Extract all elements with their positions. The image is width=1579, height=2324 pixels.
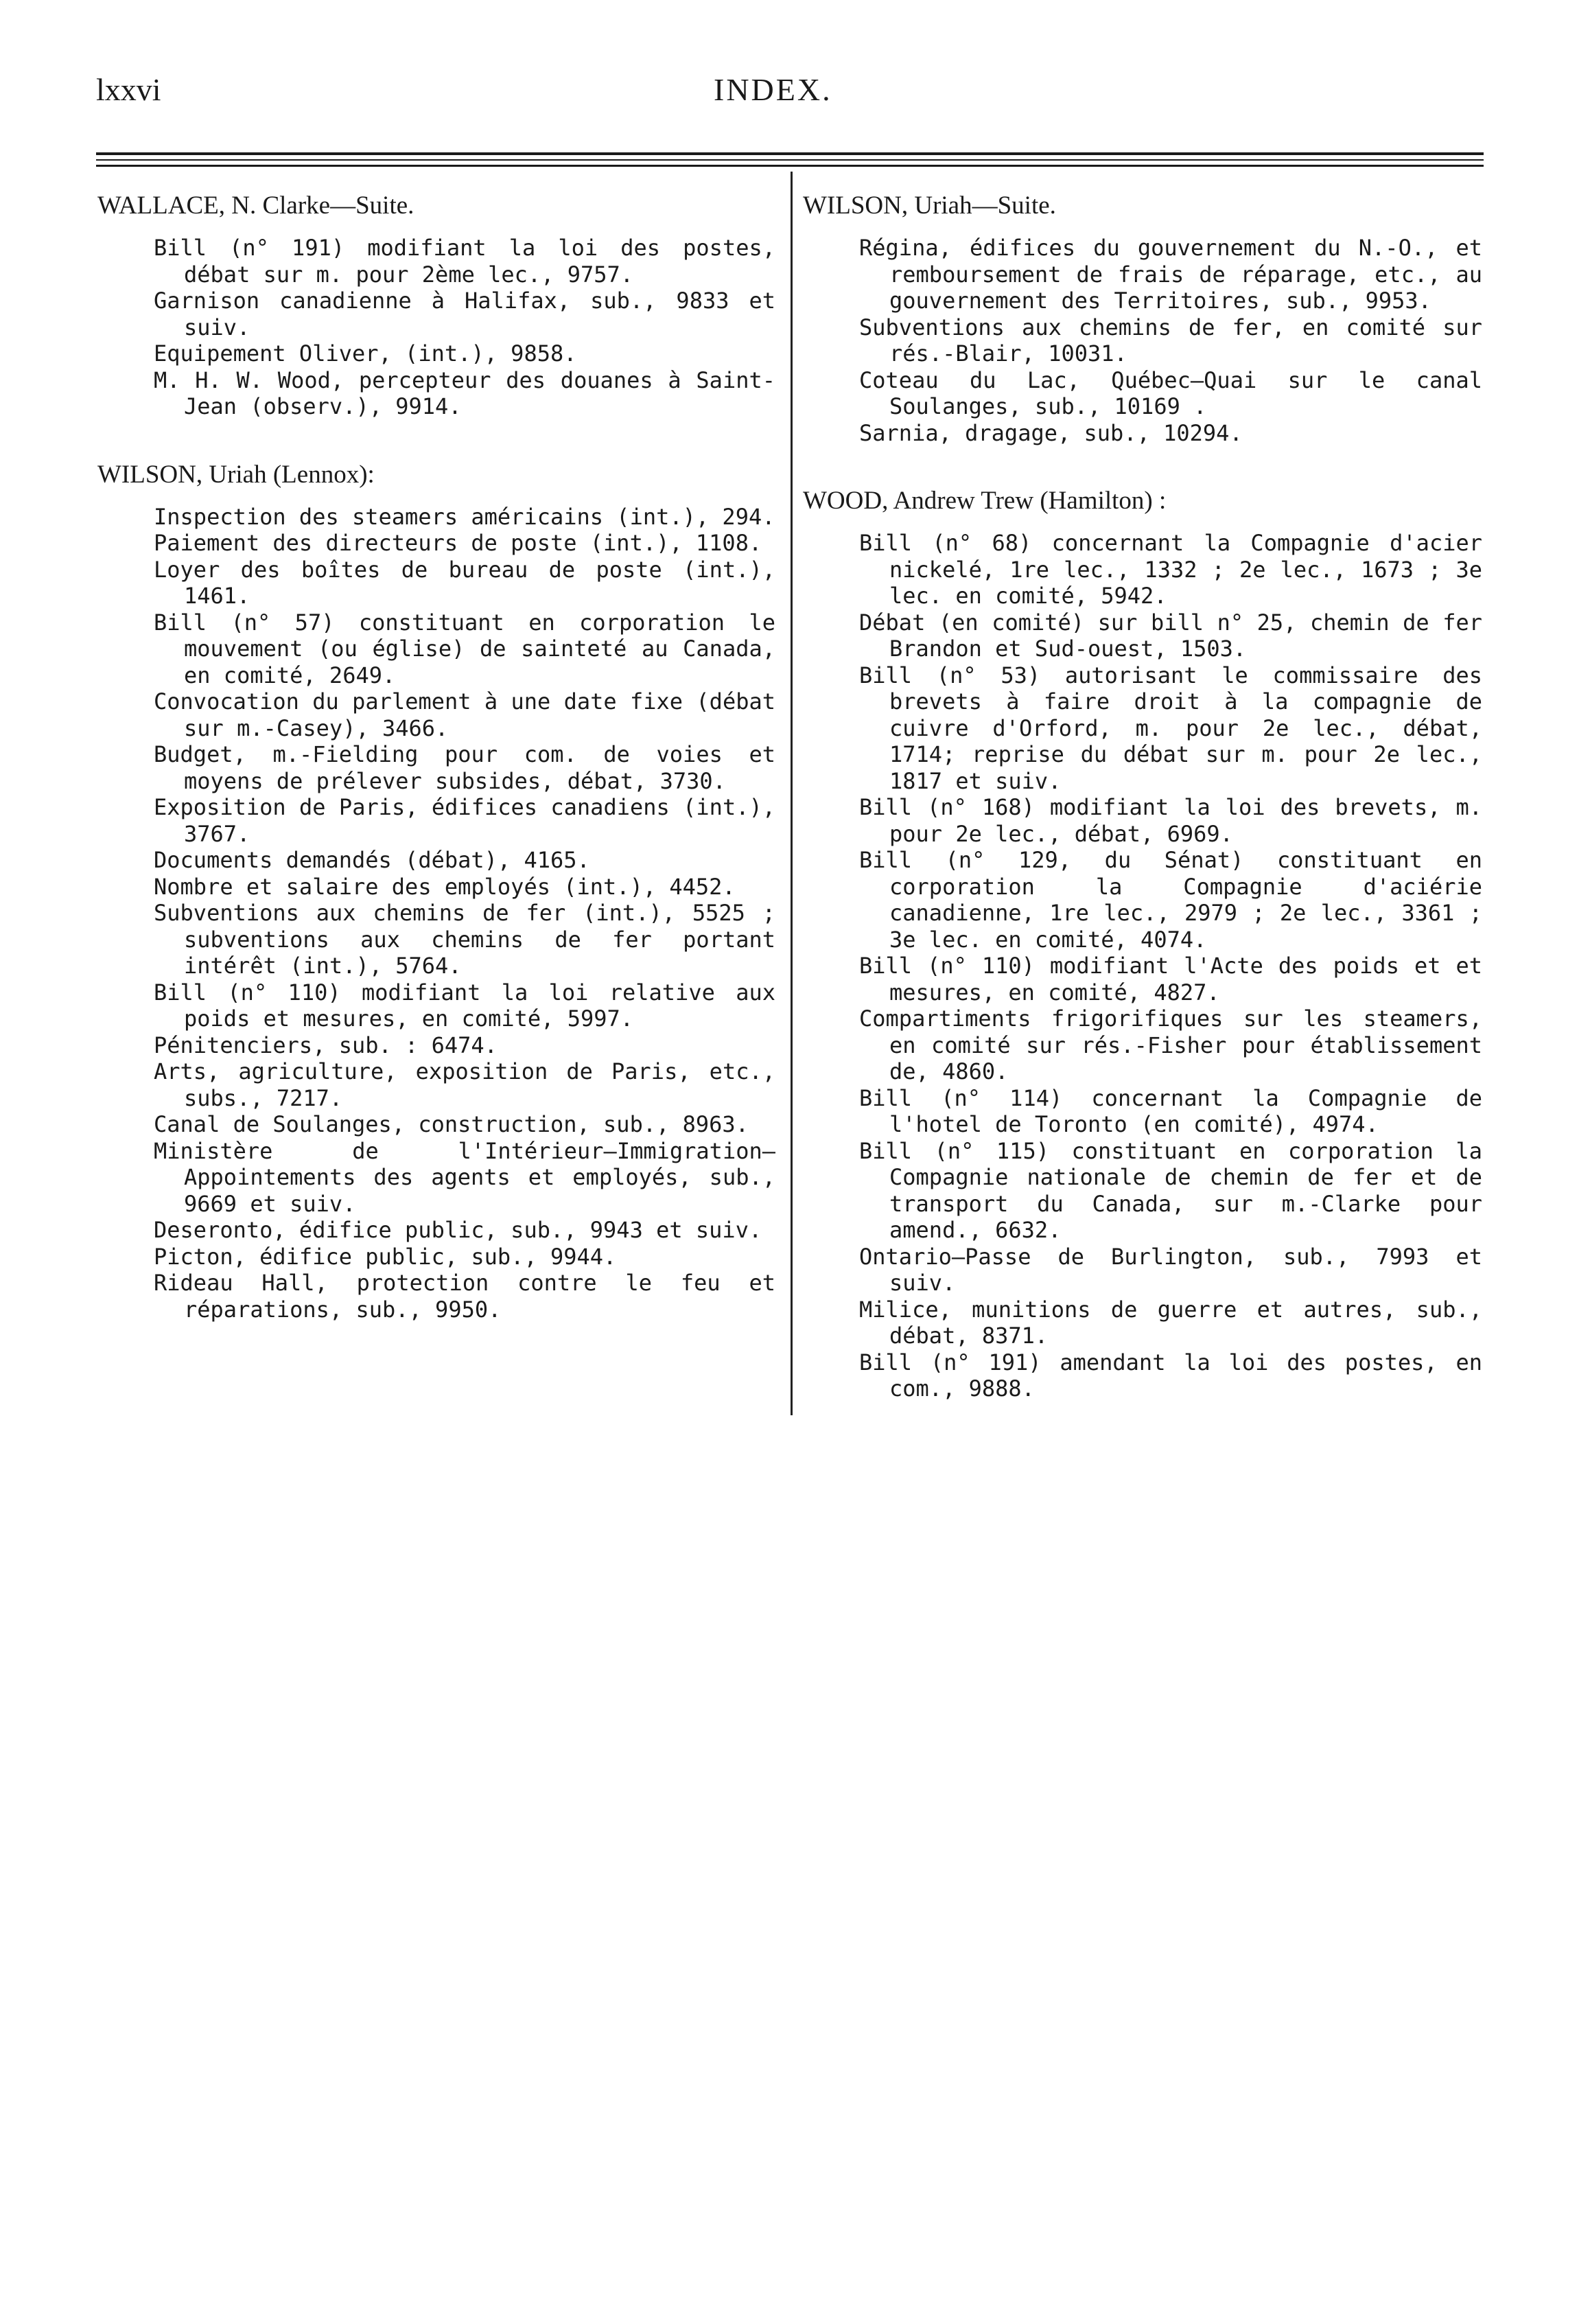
index-entry: Ministère de l'Intérieur—Immigration—Appointements des agents et employés, sub., 9669 et suiv. xyxy=(154,1137,775,1217)
index-entry: M. H. W. Wood, percepteur des douanes à Saint-Jean (observ.), 9914. xyxy=(154,367,775,419)
index-section-wallace xyxy=(97,191,775,420)
index-entry: Documents demandés (débat), 4165. xyxy=(154,847,590,873)
index-entry: Picton, édifice public, sub., 9944. xyxy=(154,1243,617,1270)
header-rule-bottom xyxy=(96,165,1484,167)
entry-list xyxy=(803,235,1482,446)
right-column xyxy=(803,191,1482,1442)
index-entry: Rideau Hall, protection contre le feu et réparations, sub., 9950. xyxy=(154,1270,775,1323)
index-entry: Bill (n° 68) concernant la Compagnie d'acier nickelé, 1re lec., 1332 ; 2e lec., 1673 ; 3e lec. en comité, 5942. xyxy=(859,530,1482,609)
left-column xyxy=(97,191,775,1362)
index-entry: Subventions aux chemins de fer (int.), 5525 ; subventions aux chemins de fer portant intérêt (int.), 5764. xyxy=(154,900,775,979)
index-section-wood xyxy=(803,486,1482,1402)
index-entry: Pénitenciers, sub. : 6474. xyxy=(154,1032,498,1058)
index-entry: Budget, m.-Fielding pour com. de voies et moyens de prélever subsides, débat, 3730. xyxy=(154,741,775,794)
page-number: lxxvi xyxy=(96,72,161,107)
index-entry: Deseronto, édifice public, sub., 9943 et suiv. xyxy=(154,1217,762,1243)
index-entry: Milice, munitions de guerre et autres, sub., débat, 8371. xyxy=(859,1296,1482,1349)
index-entry: Débat (en comité) sur bill n° 25, chemin de fer Brandon et Sud-ouest, 1503. xyxy=(859,609,1482,662)
index-entry: Bill (n° 115) constituant en corporation la Compagnie nationale de chemin de fer et de transport du Canada, sur m.-Clarke pour amend., 6632. xyxy=(859,1137,1482,1243)
index-entry: Bill (n° 191) modifiant la loi des postes, débat sur m. pour 2ème lec., 9757. xyxy=(154,235,775,288)
index-entry: Bill (n° 53) autorisant le commissaire des brevets à faire droit à la compagnie de cuivre d'Orford, m. pour 2e lec., débat, 1714; reprise du débat sur m. pour 2e lec., 1817 et suiv. xyxy=(859,662,1482,794)
index-entry: Bill (n° 168) modifiant la loi des brevets, m. pour 2e lec., débat, 6969. xyxy=(859,794,1482,847)
index-entry: Subventions aux chemins de fer, en comité sur rés.-Blair, 10031. xyxy=(859,314,1482,367)
entry-list xyxy=(803,530,1482,1402)
index-entry: Convocation du parlement à une date fixe (débat sur m.-Casey), 3466. xyxy=(154,688,775,741)
index-entry: Compartiments frigorifiques sur les steamers, en comité sur rés.-Fisher pour établissement de, 4860. xyxy=(859,1006,1482,1084)
section-heading: WALLACE, N. Clarke—Suite. xyxy=(97,191,414,220)
section-heading: WILSON, Uriah—Suite. xyxy=(803,191,1056,220)
index-entry: Exposition de Paris, édifices canadiens (int.), 3767. xyxy=(154,794,775,847)
header-rule-top xyxy=(96,152,1484,155)
index-entry: Régina, édifices du gouvernement du N.-O., et remboursement de frais de réparage, etc., au gouvernement des Territoires, sub., 9953. xyxy=(859,235,1482,314)
index-entry: Bill (n° 110) modifiant l'Acte des poids et et mesures, en comité, 4827. xyxy=(859,953,1482,1006)
column-divider xyxy=(791,172,793,1415)
page-title: INDEX. xyxy=(714,72,832,107)
section-heading: WOOD, Andrew Trew (Hamilton) : xyxy=(803,487,1167,515)
index-entry: Bill (n° 129, du Sénat) constituant en corporation la Compagnie d'aciérie canadienne, 1re lec., 2979 ; 2e lec., 3361 ; 3e lec. en comité, 4074. xyxy=(859,847,1482,953)
entry-list xyxy=(97,235,775,420)
header-rule-middle xyxy=(96,159,1484,161)
index-entry: Paiement des directeurs de poste (int.), 1108. xyxy=(154,530,762,556)
index-entry: Equipement Oliver, (int.), 9858. xyxy=(154,340,577,367)
index-entry: Loyer des boîtes de bureau de poste (int.), 1461. xyxy=(154,556,775,609)
index-entry: Garnison canadienne à Halifax, sub., 9833 et suiv. xyxy=(154,288,775,340)
index-entry: Bill (n° 110) modifiant la loi relative aux poids et mesures, en comité, 5997. xyxy=(154,979,775,1032)
index-entry: Canal de Soulanges, construction, sub., 8963. xyxy=(154,1111,749,1137)
index-section-wilson xyxy=(97,460,775,1323)
index-entry: Bill (n° 191) amendant la loi des postes, en com., 9888. xyxy=(859,1349,1482,1402)
index-entry: Ontario—Passe de Burlington, sub., 7993 et suiv. xyxy=(859,1243,1482,1296)
index-entry: Arts, agriculture, exposition de Paris, etc., subs., 7217. xyxy=(154,1058,775,1111)
index-entry: Bill (n° 57) constituant en corporation le mouvement (ou église) de sainteté au Canada, en comité, 2649. xyxy=(154,609,775,688)
index-entry: Bill (n° 114) concernant la Compagnie de l'hotel de Toronto (en comité), 4974. xyxy=(859,1084,1482,1137)
entry-list xyxy=(97,504,775,1323)
index-entry: Nombre et salaire des employés (int.), 4452. xyxy=(154,873,736,900)
index-entry: Inspection des steamers américains (int.), 294. xyxy=(154,503,775,530)
section-heading: WILSON, Uriah (Lennox): xyxy=(97,460,375,489)
index-entry: Sarnia, dragage, sub., 10294. xyxy=(859,419,1243,446)
index-entry: Coteau du Lac, Québec—Quai sur le canal Soulanges, sub., 10169 . xyxy=(859,367,1482,419)
index-section-wilson-suite xyxy=(803,191,1482,446)
